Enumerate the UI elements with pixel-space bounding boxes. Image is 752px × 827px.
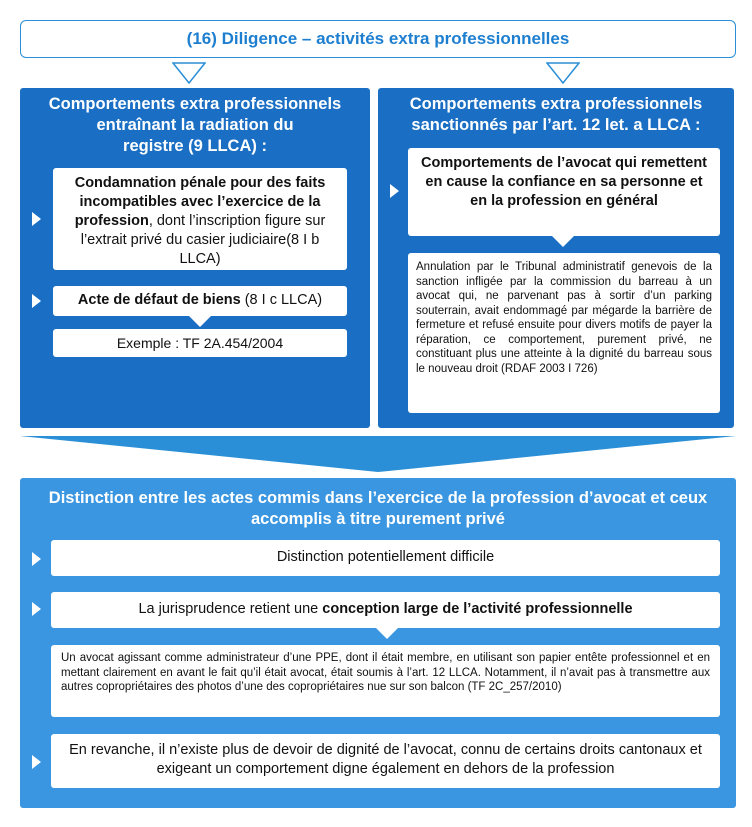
- bullet-arrow-icon: [32, 294, 41, 308]
- jurisprudence-text: La jurisprudence retient une: [138, 601, 323, 617]
- condamnation-box: [53, 168, 347, 270]
- radiation-heading-line: Comportements extra professionnels: [48, 95, 342, 113]
- distinction-item-dignite: En revanche, il n’existe plus de devoir de dignité de l’avocat, connu de certains droits cantonaux et exigeant un comportement digne également en dehors de la profession: [51, 734, 720, 788]
- sanction-panel: [378, 88, 734, 428]
- defaut-de-biens-bold: Acte de défaut de biens: [77, 292, 241, 308]
- bullet-arrow-icon: [32, 755, 41, 769]
- distinction-item-jurisprudence: [51, 592, 720, 628]
- defaut-de-biens-box: [53, 286, 347, 316]
- sanction-heading: [378, 94, 734, 136]
- bullet-arrow-icon: [32, 602, 41, 616]
- bullet-arrow-icon: [32, 552, 41, 566]
- down-arrow-left-icon: [172, 62, 206, 84]
- sanction-heading-line: sanctionnés par l’art. 12 let. a LLCA :: [411, 116, 701, 134]
- defaut-de-biens-rest: (8 I c LLCA): [240, 292, 323, 308]
- pointer-notch-icon: [188, 315, 212, 327]
- bullet-arrow-icon: [390, 184, 399, 198]
- radiation-heading: [20, 94, 370, 157]
- radiation-heading-line: entraînant la radiation du: [96, 116, 294, 134]
- condamnation-rest: , dont l’inscription figure sur l’extrait privé du casier judiciaire(8 I b LLCA): [80, 213, 326, 267]
- bullet-arrow-icon: [32, 212, 41, 226]
- distinction-title: Distinction entre les actes commis dans l’exercice de la profession d’avocat et ceux accomplis à titre purement privé: [48, 489, 708, 528]
- pointer-notch-icon: [375, 627, 399, 639]
- page-title: (16) Diligence – activités extra professionnelles: [20, 20, 736, 58]
- ppe-case-box: Un avocat agissant comme administrateur d’une PPE, dont il était membre, en utilisant son papier entête professionnel et en mettant clairement en avant le fait qu’il était avocat, était soumis à l’art. 12 LLCA. Notamment, il n’avait pas à transmettre aux autres copropriétaires des photos d’une des copropriétaires nue sur son balcon (TF 2C_257/2010): [51, 645, 720, 717]
- funnel-connector-icon: [20, 436, 736, 472]
- confiance-box: Comportements de l’avocat qui remettent en cause la confiance en sa personne et en la profession en général: [408, 148, 720, 236]
- distinction-panel: [20, 478, 736, 808]
- condamnation-bold: Condamnation pénale pour des faits incompatibles avec l’exercice de la profession: [74, 175, 326, 229]
- distinction-item-difficult: Distinction potentiellement difficile: [51, 540, 720, 576]
- tribunal-case-box: Annulation par le Tribunal administratif genevois de la sanction infligée par la commission du barreau à un avocat qui, ne parvenant pas à sortir d’un parking souterrain, avait endommagé par mégarde la barrière de fermeture et refusé ensuite pour divers motifs de payer la réparation, ce comportement, purement privé, ne constituant plus une atteinte à la dignité du barreau sous le nouveau droit (RDAF 2003 I 726): [408, 253, 720, 413]
- radiation-heading-line: registre (9 LLCA) :: [123, 137, 267, 155]
- down-arrow-right-icon: [546, 62, 580, 84]
- pointer-notch-icon: [551, 235, 575, 247]
- example-box: Exemple : TF 2A.454/2004: [53, 329, 347, 357]
- jurisprudence-bold: conception large de l’activité professionnelle: [322, 601, 633, 617]
- radiation-panel: [20, 88, 370, 428]
- sanction-heading-line: Comportements extra professionnels: [409, 95, 703, 113]
